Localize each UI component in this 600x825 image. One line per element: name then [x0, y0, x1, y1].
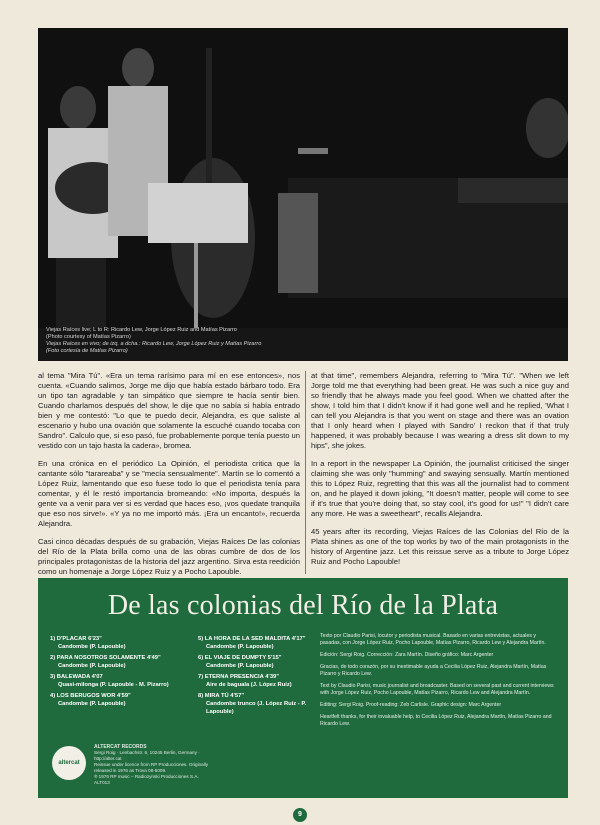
spanish-paragraph-1: al tema "Mira Tú". «Era un tema rarísimo para mí en ese entonces», nos cuenta. «Cuando salimos, Jorge me dijo que había estado bárbaro todo. Era un tipo tan agradable y tan simpático que siempre te hacía sentir bien. Cuando charlamos después del show, le dije que no sabía si había entrado bien y me contestó: "Lo que te puedo decir, Alejandra, es que saliste al escenario y hubo una ovación que solamente la escuché cuando tocaba con Sandro". Calculo que, si eso pasó, fue probablemente porque tenía puesto un vestido con un tajo hasta la cadera», bromea. — [38, 371, 300, 450]
track-credit: Candombe (P. Lapouble) — [58, 663, 126, 669]
page-number: 9 — [293, 808, 307, 822]
spanish-paragraph-2: En una crónica en el periódico La Opinión, el periodista critica que la cantante sólo "tarareaba" y se "mecía sensualmente". Martín se lo comentó a López Ruiz, lamentando que eso fuese todo lo que el periodista tenía para comentar, y él le restó importancia bromeando: «No importa, después la gente va a venir para ver si es verdad que haces eso, ¡vos quedate tranquila que eso nos sirve!». «Y ya no me importó más. ¡Era un encanto!», recuerda Alejandra. — [38, 459, 300, 528]
credit-paragraph: Editing: Sergi Roig. Proof-reading: Zeb Carlisle. Graphic design: Marc Argenter — [320, 702, 502, 708]
credit-paragraph: Heartfelt thanks, for their invaluable help, to Cecilia López Ruiz, Alejandra Martín, Matías Pizarro and Ricardo Lew. — [320, 714, 552, 727]
album-credits — [320, 633, 556, 733]
caption-es: Viejas Raíces en vivo; de izq. a dcha.: Ricardo Lew, Jorge López Ruiz y Matías Pizarro — [46, 341, 262, 347]
label-license: Reissue under licence from RP Producciones. Originally released in 1976 as Trova 08-5009. — [94, 762, 209, 773]
track-credit: Candombe (P. Lapouble) — [206, 644, 274, 650]
caption-es-credit: (Foto cortesía de Matías Pizarro) — [46, 348, 128, 354]
album-title: De las colonias del Río de la Plata — [107, 590, 499, 621]
track-item — [198, 635, 318, 651]
track-item — [198, 673, 318, 689]
english-paragraph-2: In a report in the newspaper La Opinión, the journalist criticised the singer claiming she was only "humming" and swaying sensually. Martín mentioned this to López Ruiz, regretting that this was all the journalist had to comment on, and he played it down joking, "It doesn't matter, people will come to see if it's true that you're doing that, so stay cool, it's good for us!" "I didn't care any more. He was a sweetheart", recalls Alejandra. — [311, 459, 569, 518]
track-title: 3) BALEWADA 4'07 — [50, 674, 103, 680]
spanish-text-column — [38, 371, 300, 585]
track-item — [50, 673, 198, 689]
track-item — [50, 654, 198, 670]
label-copyright: ℗ 1976 RP music – Radiozynski Producciones S.A. — [94, 774, 199, 779]
label-address: Sergi Roig · Lenbachstr. 6, 10245 Berlin, Germany · http://alter.cat — [94, 750, 200, 761]
track-credit: Candombe (P. Lapouble) — [206, 663, 274, 669]
album-info-panel — [38, 578, 568, 798]
label-name: ALTERCAT RECORDS — [94, 744, 147, 750]
credit-paragraph: Gracias, de todo corazón, por su inestimable ayuda a Cecilia López Ruiz, Alejandra Martín, Matías Pizarro y Ricardo Lew. — [320, 664, 547, 677]
track-title: 7) ETERNA PRESENCIA 4'39" — [198, 674, 280, 680]
english-text-column — [311, 371, 569, 575]
credit-paragraph: Texto por Claudio Parisi, locutor y periodista musical. Basado en varias entrevistas, actuales y pasadas, con Jorge López Ruiz, Pocho Lapouble, Matías Pizarro, Ricardo Lew y Alejandra Martín. — [320, 633, 546, 646]
english-paragraph-1: at that time", remembers Alejandra, referring to "Mira Tú". "When we left Jorge told me that everything had been great. He was such a nice guy and so friendly that he always made you feel good. When we chatted after the show, I told him that I didn't know if it had gone well and he replied, 'What I can tell you Alejandra is that you went on stage and there was an ovation that I only heard when I played with Sandro' I reckon that if that truly happened, it was probably because I was wearing a dress slit down to my hips", she jokes. — [311, 371, 569, 450]
credit-paragraph: Edición: Sergi Roig. Corrección: Zara Martín. Diseño gráfico: Marc Argenter — [320, 652, 494, 658]
track-item — [50, 692, 198, 708]
english-paragraph-3: 45 years after its recording, Viejas Raíces de las Colonias del Río de la Plata shines as one of the top works by two of the main protagonists in the history of Argentine jazz. Let this reissue serve as a tribute to Jorge López Ruiz and Pocho Lapouble! — [311, 527, 569, 566]
track-title: 1) D'PLACAR 6'23" — [50, 636, 102, 642]
label-info — [94, 744, 212, 786]
tracklist-side-a — [50, 635, 198, 711]
track-item — [50, 635, 198, 651]
track-title: 8) MIRA TÚ 4'57" — [198, 693, 245, 699]
photo-caption — [46, 327, 261, 355]
catalog-number: ALT013 — [94, 780, 110, 785]
track-credit: Quasi-milonga (P. Lapouble - M. Pizarro) — [58, 682, 169, 688]
track-title: 4) LOS BERUGOS WOR 4'59" — [50, 693, 131, 699]
track-item — [198, 692, 318, 716]
band-photo-image — [38, 28, 568, 361]
band-photo — [38, 28, 568, 361]
altercat-logo: altercat — [52, 746, 86, 780]
column-divider — [305, 371, 306, 574]
track-credit: Aire de baguala (J. López Ruiz) — [206, 682, 292, 688]
caption-en-credit: (Photo courtesy of Matías Pizarro) — [46, 334, 131, 340]
track-credit: Candombe (P. Lapouble) — [58, 644, 126, 650]
track-title: 2) PARA NOSOTROS SOLAMENTE 4'49" — [50, 655, 161, 661]
track-credit: Candombe (P. Lapouble) — [58, 701, 126, 707]
track-title: 6) EL VIAJE DE DUMPTY 5'15" — [198, 655, 282, 661]
spanish-paragraph-3: Casi cinco décadas después de su grabación, Viejas Raíces De las colonias del Río de la Plata brilla como una de las obras cumbre de dos de los principales protagonistas de la historia del jazz argentino. Sirva esta reedición como un homenaje a Jorge López Ruiz y a Pocho Lapouble. — [38, 537, 300, 576]
credit-paragraph: Text by Claudio Parisi, music journalist and broadcaster. Based on several past and current interviews with Jorge López Ruiz, Pocho Lapouble, Matías Pizarro, Ricardo Lew and Alejandra Martín. — [320, 683, 554, 696]
track-title: 5) LA HORA DE LA SED MALDITA 4'17" — [198, 636, 306, 642]
caption-en: Viejas Raíces live; L to R: Ricardo Lew, Jorge López Ruiz and Matías Pizarro — [46, 327, 237, 333]
track-credit: Candombe trunco (J. López Ruiz - P. Lapouble) — [206, 701, 307, 715]
track-item — [198, 654, 318, 670]
tracklist-side-b — [198, 635, 318, 719]
